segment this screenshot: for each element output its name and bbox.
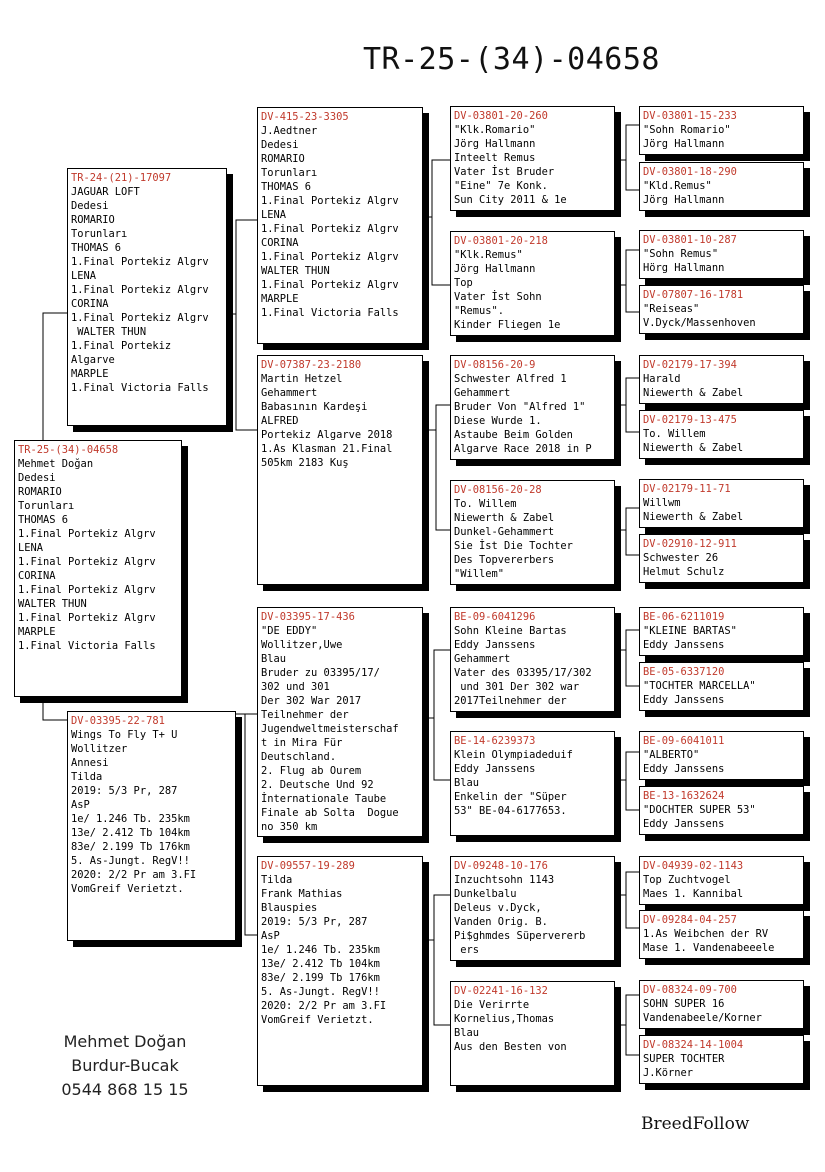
card-line: Kinder Fliegen 1e (454, 319, 561, 331)
pedigree-card-g5-12 (639, 786, 804, 835)
card-line: Teilnehmer der (261, 709, 349, 721)
card-line: 1.Final Portekiz Algrv (18, 528, 156, 540)
ring-number: BE-14-6239373 (454, 735, 536, 747)
card-line: "DE EDDY" (261, 625, 318, 637)
card-line: MARPLE (261, 293, 299, 305)
card-line: 1.Final Portekiz Algrv (71, 256, 209, 268)
ring-number: DV-03801-20-218 (454, 235, 548, 247)
card-line: Des Topvererbers (454, 554, 555, 566)
pedigree-card-dam-dam (257, 856, 423, 1086)
card-line: J.Körner (643, 1067, 694, 1079)
ring-number: DV-03801-15-233 (643, 110, 737, 122)
ring-number: DV-02179-11-71 (643, 483, 731, 495)
card-line: Tilda (261, 874, 293, 886)
card-line: Dunkel-Gehammert (454, 526, 555, 538)
card-line: Vater İst Sohn (454, 291, 542, 303)
card-line: Mase 1. Vandenabeeele (643, 942, 775, 954)
card-line: 13e/ 2.412 Tb 104km (71, 827, 190, 839)
pedigree-card-sds (450, 355, 615, 460)
pedigree-card-sire-dam (257, 355, 423, 585)
ring-number: BE-09-6041011 (643, 735, 725, 747)
card-line: "ALBERTO" (643, 749, 700, 761)
pedigree-card-sdd (450, 480, 615, 585)
card-line: AsP (71, 799, 90, 811)
card-line: Sohn Kleine Bartas (454, 625, 567, 637)
card-line: To. Willem (454, 498, 517, 510)
card-line: MARPLE (71, 368, 109, 380)
card-line: WALTER THUN (18, 598, 87, 610)
card-line: "TOCHTER MARCELLA" (643, 680, 756, 692)
ring-number: BE-13-1632624 (643, 790, 725, 802)
card-line: Gehammert (261, 387, 318, 399)
card-line: WALTER THUN (261, 265, 330, 277)
card-line: Hörg Hallmann (643, 262, 725, 274)
ring-number: DV-02910-12-911 (643, 538, 737, 550)
ring-number: DV-08324-14-1004 (643, 1039, 744, 1051)
ring-number: DV-02179-17-394 (643, 359, 737, 371)
card-line: ROMARIO (261, 153, 305, 165)
card-line: To. Willem (643, 428, 706, 440)
card-line: CORINA (261, 237, 299, 249)
card-line: 1.Final Victoria Falls (71, 382, 209, 394)
card-line: SUPER TOCHTER (643, 1053, 725, 1065)
card-line: Vater des 03395/17/302 (454, 667, 592, 679)
card-line: AsP (261, 930, 280, 942)
card-line: 53" BE-04-6177653. (454, 805, 567, 817)
card-line: 13e/ 2.412 Tb 104km (261, 958, 380, 970)
card-line: 1.As Klasman 21.Final (261, 443, 393, 455)
ring-number: DV-415-23-3305 (261, 111, 349, 123)
pedigree-card-g5-16 (639, 1035, 804, 1084)
card-line: 2019: 5/3 Pr, 287 (261, 916, 368, 928)
card-line: Blau (454, 777, 480, 789)
card-line: Vater İst Bruder (454, 166, 555, 178)
card-line: 1e/ 1.246 Tb. 235km (261, 944, 380, 956)
card-line: 1.Final Portekiz Algrv (261, 279, 399, 291)
card-line: Dedesi (18, 472, 56, 484)
card-line: Bruder Von "Alfred 1" (454, 401, 586, 413)
card-line: Frank Mathias (261, 888, 343, 900)
card-line: Torunları (18, 500, 75, 512)
pedigree-card-g5-6 (639, 410, 804, 459)
pedigree-card-ssd (450, 231, 615, 336)
card-line: 505km 2183 Kuş (261, 457, 349, 469)
card-line: Vanden Orig. B. (454, 916, 548, 928)
card-line: ROMARIO (18, 486, 62, 498)
card-line: Enkelin der "Süper (454, 791, 567, 803)
card-line: 1.Final Portekiz Algrv (71, 312, 209, 324)
card-line: "Willem" (454, 568, 505, 580)
ring-number: BE-06-6211019 (643, 611, 725, 623)
ring-number: TR-25-(34)-04658 (18, 444, 119, 456)
pedigree-card-g5-7 (639, 479, 804, 528)
card-line: no 350 km (261, 821, 318, 833)
card-line: Blau (261, 653, 287, 665)
card-line: Inzuchtsohn 1143 (454, 874, 555, 886)
card-line: Algarve Race 2018 in P (454, 443, 592, 455)
card-line: MARPLE (18, 626, 56, 638)
card-line: CORINA (18, 570, 56, 582)
ring-number: DV-08324-09-700 (643, 984, 737, 996)
ring-number: DV-03801-20-260 (454, 110, 548, 122)
card-line: Martin Hetzel (261, 373, 343, 385)
card-line: Willwm (643, 497, 681, 509)
pedigree-card-g5-15 (639, 980, 804, 1029)
card-line: Jörg Hallmann (643, 138, 725, 150)
card-line: İnternationale Taube (261, 793, 387, 805)
pedigree-card-sire (67, 168, 227, 426)
ring-number: DV-03395-17-436 (261, 611, 355, 623)
card-line: 83e/ 2.199 Tb 176km (71, 841, 190, 853)
card-line: Maes 1. Kannibal (643, 888, 744, 900)
card-line: "Reiseas" (643, 303, 700, 315)
card-line: "Klk.Romario" (454, 124, 536, 136)
card-line: Torunları (71, 228, 128, 240)
pedigree-card-dss (450, 607, 615, 712)
card-line: Annesi (71, 757, 109, 769)
card-line: Eddy Janssens (643, 818, 725, 830)
card-line: 5. As-Jungt. RegV!! (261, 986, 380, 998)
card-line: THOMAS 6 (261, 181, 312, 193)
card-line: "Klk.Remus" (454, 249, 523, 261)
card-line: 1.Final Portekiz Algrv (261, 195, 399, 207)
card-line: Dedesi (261, 139, 299, 151)
card-line: Jörg Hallmann (454, 263, 536, 275)
card-line: 1.Final Victoria Falls (261, 307, 399, 319)
card-line: Top Zuchtvogel (643, 874, 731, 886)
pedigree-title: TR-25-(34)-04658 (363, 42, 660, 77)
card-line: 1e/ 1.246 Tb. 235km (71, 813, 190, 825)
card-line: VomGreif Verietzt. (71, 883, 184, 895)
pedigree-card-sss (450, 106, 615, 211)
card-line: Algarve (71, 354, 115, 366)
card-line: "Remus". (454, 305, 505, 317)
card-line: Niewerth & Zabel (454, 512, 555, 524)
ring-number: DV-03801-18-290 (643, 166, 737, 178)
card-line: LENA (18, 542, 44, 554)
ring-number: BE-05-6337120 (643, 666, 725, 678)
card-line: 1.Final Portekiz Algrv (261, 223, 399, 235)
card-line: CORINA (71, 298, 109, 310)
card-line: Portekiz Algarve 2018 (261, 429, 393, 441)
card-line: 5. As-Jungt. RegV!! (71, 855, 190, 867)
card-line: 2020: 2/2 Pr am 3.FI (261, 1000, 387, 1012)
card-line: ALFRED (261, 415, 299, 427)
card-line: 302 und 301 (261, 681, 330, 693)
card-line: WALTER THUN (71, 326, 147, 338)
card-line: Diese Wurde 1. (454, 415, 542, 427)
ring-number: DV-07387-23-2180 (261, 359, 362, 371)
card-line: Vandenabeele/Korner (643, 1012, 762, 1024)
card-line: Helmut Schulz (643, 566, 725, 578)
ring-number: DV-03801-10-287 (643, 234, 737, 246)
card-line: Niewerth & Zabel (643, 442, 744, 454)
card-line: Wings To Fly T+ U (71, 729, 178, 741)
card-line: "DOCHTER SUPER 53" (643, 804, 756, 816)
card-line: Harald (643, 373, 681, 385)
card-line: und 301 Der 302 war (454, 681, 580, 693)
card-line: JAGUAR LOFT (71, 186, 140, 198)
pedigree-card-ddd (450, 981, 615, 1086)
pedigree-card-g5-4 (639, 285, 804, 334)
pedigree-card-dds (450, 856, 615, 961)
pedigree-card-dsd (450, 731, 615, 836)
card-line: Eddy Janssens (454, 639, 536, 651)
card-line: 1.Final Victoria Falls (18, 640, 156, 652)
card-line: 1.Final Portekiz Algrv (261, 251, 399, 263)
ring-number: DV-04939-02-1143 (643, 860, 744, 872)
card-line: Niewerth & Zabel (643, 511, 744, 523)
card-line: LENA (261, 209, 287, 221)
card-line: Eddy Janssens (643, 694, 725, 706)
card-line: Deleus v.Dyck, (454, 902, 542, 914)
card-line: Sun City 2011 & 1e (454, 194, 567, 206)
card-line: "Kld.Remus" (643, 180, 712, 192)
card-line: Pi$ghmdes Süpervererb (454, 930, 586, 942)
card-line: Tilda (71, 771, 103, 783)
card-line: Torunları (261, 167, 318, 179)
card-line: Babasının Kardeşi (261, 401, 368, 413)
pedigree-card-g5-10 (639, 662, 804, 711)
card-line: Blauspies (261, 902, 318, 914)
card-line: J.Aedtner (261, 125, 318, 137)
card-line: Kornelius,Thomas (454, 1013, 555, 1025)
ring-number: DV-08156-20-9 (454, 359, 536, 371)
card-line: 1.As Weibchen der RV (643, 928, 769, 940)
card-line: Bruder zu 03395/17/ (261, 667, 380, 679)
card-line: Sie İst Die Tochter (454, 540, 573, 552)
pedigree-card-g5-13 (639, 856, 804, 905)
card-line: "Sohn Romario" (643, 124, 731, 136)
ring-number: DV-07807-16-1781 (643, 289, 744, 301)
card-line: Finale ab Solta Dogue (261, 807, 399, 819)
card-line: ers (454, 944, 480, 956)
card-line: LENA (71, 270, 97, 282)
card-line: 2017Teilnehmer der (454, 695, 567, 707)
ring-number: DV-09248-10-176 (454, 860, 548, 872)
card-line: 2020: 2/2 Pr am 3.FI (71, 869, 197, 881)
card-line: V.Dyck/Massenhoven (643, 317, 756, 329)
card-line: 2. Deutsche Und 92 (261, 779, 374, 791)
owner-name: Mehmet Doğan (63, 1032, 187, 1051)
pedigree-card-g5-3 (639, 230, 804, 279)
card-line: Gehammert (454, 653, 511, 665)
card-line: 1.Final Portekiz Algrv (71, 284, 209, 296)
owner-phone: 0544 868 15 15 (61, 1080, 189, 1099)
card-line: Inteelt Remus (454, 152, 536, 164)
pedigree-card-g5-11 (639, 731, 804, 780)
brand-logo-text: BreedFollow (641, 1114, 750, 1134)
card-line: Eddy Janssens (643, 639, 725, 651)
card-line: 1.Final Portekiz Algrv (18, 584, 156, 596)
pedigree-card-subject (14, 440, 182, 697)
card-line: Eddy Janssens (454, 763, 536, 775)
pedigree-card-dam (67, 711, 236, 941)
card-line: Der 302 War 2017 (261, 695, 362, 707)
card-line: "KLEINE BARTAS" (643, 625, 737, 637)
ring-number: BE-09-6041296 (454, 611, 536, 623)
card-line: Top (454, 277, 473, 289)
pedigree-card-g5-2 (639, 162, 804, 211)
owner-info (30, 1030, 220, 1102)
card-line: SOHN SUPER 16 (643, 998, 725, 1010)
pedigree-card-g5-14 (639, 910, 804, 959)
card-line: Wollitzer (71, 743, 128, 755)
card-line: Schwester Alfred 1 (454, 373, 567, 385)
card-line: t in Mira Für (261, 737, 343, 749)
pedigree-card-g5-9 (639, 607, 804, 656)
card-line: Dunkelbalu (454, 888, 517, 900)
owner-city: Burdur-Bucak (71, 1056, 179, 1075)
card-line: Die Verirrte (454, 999, 530, 1011)
card-line: THOMAS 6 (71, 242, 122, 254)
ring-number: DV-02241-16-132 (454, 985, 548, 997)
card-line: Aus den Besten von (454, 1041, 567, 1053)
ring-number: DV-09557-19-289 (261, 860, 355, 872)
card-line: Niewerth & Zabel (643, 387, 744, 399)
card-line: Deutschland. (261, 751, 337, 763)
card-line: Dedesi (71, 200, 109, 212)
card-line: 1.Final Portekiz (71, 340, 172, 352)
ring-number: TR-24-(21)-17097 (71, 172, 172, 184)
ring-number: DV-03395-22-781 (71, 715, 165, 727)
card-line: 83e/ 2.199 Tb 176km (261, 972, 380, 984)
card-line: Mehmet Doğan (18, 458, 94, 470)
card-line: Eddy Janssens (643, 763, 725, 775)
ring-number: DV-09284-04-257 (643, 914, 737, 926)
ring-number: DV-08156-20-28 (454, 484, 542, 496)
pedigree-card-g5-5 (639, 355, 804, 404)
pedigree-card-g5-1 (639, 106, 804, 155)
ring-number: DV-02179-13-475 (643, 414, 737, 426)
pedigree-card-dam-sire (257, 607, 423, 837)
card-line: Jörg Hallmann (643, 194, 725, 206)
pedigree-card-g5-8 (639, 534, 804, 583)
card-line: VomGreif Verietzt. (261, 1014, 374, 1026)
card-line: Astaube Beim Golden (454, 429, 573, 441)
card-line: "Eine" 7e Konk. (454, 180, 548, 192)
card-line: 2019: 5/3 Pr, 287 (71, 785, 178, 797)
card-line: Schwester 26 (643, 552, 719, 564)
card-line: Blau (454, 1027, 480, 1039)
card-line: Wollitzer,Uwe (261, 639, 343, 651)
card-line: ROMARIO (71, 214, 115, 226)
pedigree-card-sire-sire (257, 107, 423, 344)
card-line: 2. Flug ab Ourem (261, 765, 362, 777)
card-line: "Sohn Remus" (643, 248, 719, 260)
card-line: 1.Final Portekiz Algrv (18, 556, 156, 568)
card-line: THOMAS 6 (18, 514, 69, 526)
card-line: Klein Olympiadeduif (454, 749, 573, 761)
card-line: Gehammert (454, 387, 511, 399)
card-line: Jugendweltmeisterschaf (261, 723, 399, 735)
card-line: Jörg Hallmann (454, 138, 536, 150)
card-line: 1.Final Portekiz Algrv (18, 612, 156, 624)
